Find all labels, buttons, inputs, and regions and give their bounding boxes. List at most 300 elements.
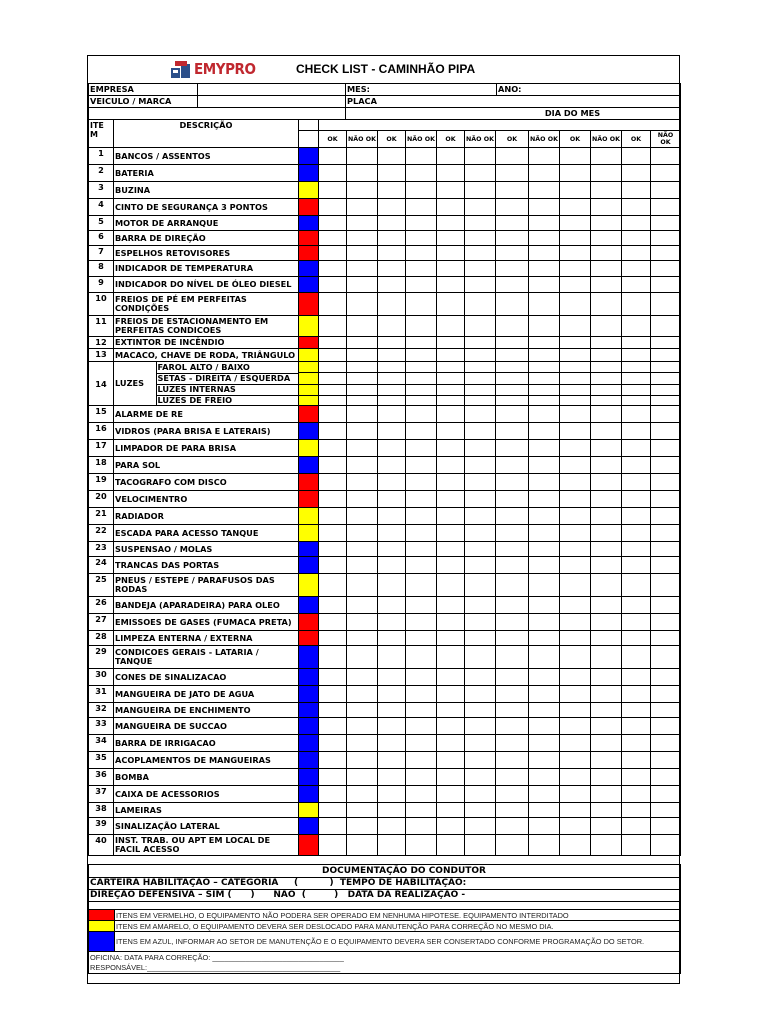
check-cell[interactable] (437, 246, 465, 261)
check-cell[interactable] (347, 542, 378, 557)
check-cell[interactable] (406, 406, 437, 423)
check-cell[interactable] (651, 542, 681, 557)
check-cell[interactable] (406, 525, 437, 542)
check-cell[interactable] (560, 293, 591, 316)
check-cell[interactable] (529, 293, 560, 316)
check-cell[interactable] (378, 440, 406, 457)
check-cell[interactable] (378, 646, 406, 669)
check-cell[interactable] (591, 182, 622, 199)
check-cell[interactable] (465, 440, 496, 457)
check-cell[interactable] (529, 261, 560, 277)
check-cell[interactable] (560, 508, 591, 525)
check-cell[interactable] (437, 406, 465, 423)
check-cell[interactable] (651, 231, 681, 246)
check-cell[interactable] (378, 818, 406, 835)
check-cell[interactable] (496, 395, 529, 405)
check-cell[interactable] (622, 395, 651, 405)
check-cell[interactable] (560, 752, 591, 769)
check-cell[interactable] (496, 525, 529, 542)
check-cell[interactable] (622, 752, 651, 769)
check-cell[interactable] (319, 293, 347, 316)
check-cell[interactable] (529, 718, 560, 735)
check-cell[interactable] (347, 293, 378, 316)
check-cell[interactable] (319, 362, 347, 373)
check-cell[interactable] (319, 614, 347, 631)
check-cell[interactable] (406, 597, 437, 614)
check-cell[interactable] (651, 216, 681, 231)
check-cell[interactable] (406, 614, 437, 631)
check-cell[interactable] (591, 669, 622, 686)
check-cell[interactable] (560, 440, 591, 457)
check-cell[interactable] (347, 614, 378, 631)
check-cell[interactable] (347, 406, 378, 423)
check-cell[interactable] (465, 316, 496, 337)
check-cell[interactable] (406, 669, 437, 686)
check-cell[interactable] (465, 216, 496, 231)
check-cell[interactable] (437, 686, 465, 703)
check-cell[interactable] (622, 597, 651, 614)
check-cell[interactable] (406, 557, 437, 574)
check-cell[interactable] (319, 261, 347, 277)
check-cell[interactable] (591, 718, 622, 735)
check-cell[interactable] (378, 718, 406, 735)
check-cell[interactable] (560, 786, 591, 803)
check-cell[interactable] (465, 182, 496, 199)
check-cell[interactable] (560, 182, 591, 199)
check-cell[interactable] (591, 261, 622, 277)
check-cell[interactable] (496, 246, 529, 261)
check-cell[interactable] (465, 718, 496, 735)
check-cell[interactable] (378, 686, 406, 703)
check-cell[interactable] (591, 557, 622, 574)
check-cell[interactable] (406, 574, 437, 597)
check-cell[interactable] (591, 395, 622, 405)
check-cell[interactable] (437, 718, 465, 735)
check-cell[interactable] (347, 735, 378, 752)
check-cell[interactable] (651, 349, 681, 362)
check-cell[interactable] (406, 835, 437, 856)
check-cell[interactable] (406, 293, 437, 316)
check-cell[interactable] (560, 373, 591, 384)
check-cell[interactable] (319, 818, 347, 835)
check-cell[interactable] (347, 337, 378, 349)
check-cell[interactable] (465, 373, 496, 384)
check-cell[interactable] (496, 557, 529, 574)
check-cell[interactable] (651, 474, 681, 491)
check-cell[interactable] (622, 349, 651, 362)
check-cell[interactable] (496, 631, 529, 646)
check-cell[interactable] (406, 261, 437, 277)
check-cell[interactable] (591, 803, 622, 818)
check-cell[interactable] (319, 165, 347, 182)
check-cell[interactable] (560, 474, 591, 491)
check-cell[interactable] (437, 508, 465, 525)
check-cell[interactable] (347, 384, 378, 395)
check-cell[interactable] (622, 406, 651, 423)
check-cell[interactable] (622, 614, 651, 631)
check-cell[interactable] (591, 818, 622, 835)
check-cell[interactable] (651, 752, 681, 769)
check-cell[interactable] (406, 735, 437, 752)
check-cell[interactable] (437, 395, 465, 405)
check-cell[interactable] (622, 165, 651, 182)
check-cell[interactable] (406, 769, 437, 786)
check-cell[interactable] (560, 337, 591, 349)
check-cell[interactable] (465, 614, 496, 631)
check-cell[interactable] (591, 597, 622, 614)
check-cell[interactable] (319, 337, 347, 349)
check-cell[interactable] (347, 835, 378, 856)
check-cell[interactable] (465, 457, 496, 474)
check-cell[interactable] (465, 703, 496, 718)
check-cell[interactable] (465, 423, 496, 440)
check-cell[interactable] (437, 525, 465, 542)
check-cell[interactable] (406, 165, 437, 182)
check-cell[interactable] (465, 246, 496, 261)
check-cell[interactable] (591, 165, 622, 182)
check-cell[interactable] (437, 597, 465, 614)
check-cell[interactable] (529, 769, 560, 786)
check-cell[interactable] (622, 835, 651, 856)
check-cell[interactable] (622, 557, 651, 574)
check-cell[interactable] (651, 384, 681, 395)
check-cell[interactable] (347, 786, 378, 803)
check-cell[interactable] (529, 395, 560, 405)
ano-field[interactable] (497, 84, 681, 96)
check-cell[interactable] (560, 631, 591, 646)
check-cell[interactable] (622, 735, 651, 752)
check-cell[interactable] (529, 349, 560, 362)
check-cell[interactable] (347, 718, 378, 735)
check-cell[interactable] (496, 148, 529, 165)
check-cell[interactable] (437, 631, 465, 646)
check-cell[interactable] (347, 148, 378, 165)
check-cell[interactable] (319, 148, 347, 165)
check-cell[interactable] (378, 384, 406, 395)
check-cell[interactable] (319, 423, 347, 440)
check-cell[interactable] (622, 362, 651, 373)
check-cell[interactable] (591, 508, 622, 525)
check-cell[interactable] (622, 373, 651, 384)
check-cell[interactable] (347, 349, 378, 362)
check-cell[interactable] (651, 182, 681, 199)
check-cell[interactable] (378, 362, 406, 373)
check-cell[interactable] (529, 384, 560, 395)
check-cell[interactable] (651, 508, 681, 525)
check-cell[interactable] (496, 384, 529, 395)
check-cell[interactable] (560, 769, 591, 786)
check-cell[interactable] (560, 406, 591, 423)
mes-field[interactable] (346, 84, 497, 96)
check-cell[interactable] (560, 686, 591, 703)
check-cell[interactable] (529, 818, 560, 835)
check-cell[interactable] (465, 646, 496, 669)
check-cell[interactable] (406, 423, 437, 440)
check-cell[interactable] (651, 423, 681, 440)
check-cell[interactable] (529, 199, 560, 216)
check-cell[interactable] (560, 803, 591, 818)
check-cell[interactable] (529, 362, 560, 373)
check-cell[interactable] (465, 597, 496, 614)
check-cell[interactable] (465, 406, 496, 423)
check-cell[interactable] (622, 803, 651, 818)
check-cell[interactable] (591, 349, 622, 362)
check-cell[interactable] (437, 574, 465, 597)
check-cell[interactable] (378, 597, 406, 614)
check-cell[interactable] (622, 316, 651, 337)
check-cell[interactable] (529, 631, 560, 646)
check-cell[interactable] (651, 703, 681, 718)
check-cell[interactable] (591, 199, 622, 216)
check-cell[interactable] (591, 525, 622, 542)
check-cell[interactable] (378, 803, 406, 818)
check-cell[interactable] (496, 491, 529, 508)
check-cell[interactable] (347, 557, 378, 574)
check-cell[interactable] (437, 349, 465, 362)
check-cell[interactable] (437, 316, 465, 337)
check-cell[interactable] (651, 337, 681, 349)
check-cell[interactable] (496, 182, 529, 199)
check-cell[interactable] (622, 457, 651, 474)
check-cell[interactable] (347, 362, 378, 373)
check-cell[interactable] (406, 457, 437, 474)
check-cell[interactable] (591, 542, 622, 557)
check-cell[interactable] (437, 337, 465, 349)
check-cell[interactable] (465, 277, 496, 293)
check-cell[interactable] (496, 337, 529, 349)
check-cell[interactable] (347, 597, 378, 614)
check-cell[interactable] (651, 525, 681, 542)
check-cell[interactable] (651, 646, 681, 669)
check-cell[interactable] (347, 525, 378, 542)
check-cell[interactable] (651, 165, 681, 182)
check-cell[interactable] (651, 735, 681, 752)
check-cell[interactable] (378, 395, 406, 405)
check-cell[interactable] (378, 457, 406, 474)
check-cell[interactable] (406, 491, 437, 508)
check-cell[interactable] (406, 752, 437, 769)
check-cell[interactable] (560, 835, 591, 856)
check-cell[interactable] (529, 646, 560, 669)
check-cell[interactable] (465, 786, 496, 803)
check-cell[interactable] (378, 631, 406, 646)
check-cell[interactable] (651, 769, 681, 786)
check-cell[interactable] (437, 293, 465, 316)
check-cell[interactable] (496, 474, 529, 491)
check-cell[interactable] (406, 786, 437, 803)
check-cell[interactable] (437, 769, 465, 786)
check-cell[interactable] (651, 557, 681, 574)
check-cell[interactable] (347, 423, 378, 440)
check-cell[interactable] (529, 373, 560, 384)
check-cell[interactable] (622, 293, 651, 316)
check-cell[interactable] (529, 165, 560, 182)
check-cell[interactable] (560, 199, 591, 216)
check-cell[interactable] (622, 199, 651, 216)
check-cell[interactable] (378, 148, 406, 165)
check-cell[interactable] (378, 525, 406, 542)
check-cell[interactable] (319, 525, 347, 542)
check-cell[interactable] (437, 384, 465, 395)
check-cell[interactable] (319, 752, 347, 769)
check-cell[interactable] (465, 557, 496, 574)
check-cell[interactable] (319, 597, 347, 614)
check-cell[interactable] (319, 686, 347, 703)
check-cell[interactable] (496, 835, 529, 856)
check-cell[interactable] (651, 246, 681, 261)
check-cell[interactable] (465, 362, 496, 373)
check-cell[interactable] (437, 182, 465, 199)
check-cell[interactable] (378, 349, 406, 362)
check-cell[interactable] (496, 718, 529, 735)
check-cell[interactable] (378, 769, 406, 786)
check-cell[interactable] (406, 686, 437, 703)
check-cell[interactable] (319, 406, 347, 423)
check-cell[interactable] (560, 491, 591, 508)
check-cell[interactable] (651, 669, 681, 686)
check-cell[interactable] (651, 362, 681, 373)
check-cell[interactable] (622, 337, 651, 349)
check-cell[interactable] (622, 669, 651, 686)
check-cell[interactable] (560, 597, 591, 614)
check-cell[interactable] (496, 752, 529, 769)
check-cell[interactable] (437, 614, 465, 631)
check-cell[interactable] (437, 148, 465, 165)
check-cell[interactable] (347, 165, 378, 182)
check-cell[interactable] (465, 148, 496, 165)
check-cell[interactable] (622, 686, 651, 703)
check-cell[interactable] (347, 277, 378, 293)
check-cell[interactable] (622, 786, 651, 803)
check-cell[interactable] (496, 165, 529, 182)
check-cell[interactable] (651, 686, 681, 703)
check-cell[interactable] (591, 631, 622, 646)
check-cell[interactable] (560, 261, 591, 277)
check-cell[interactable] (465, 686, 496, 703)
check-cell[interactable] (591, 703, 622, 718)
check-cell[interactable] (622, 182, 651, 199)
check-cell[interactable] (496, 574, 529, 597)
check-cell[interactable] (622, 703, 651, 718)
check-cell[interactable] (496, 786, 529, 803)
check-cell[interactable] (406, 718, 437, 735)
check-cell[interactable] (437, 362, 465, 373)
check-cell[interactable] (319, 769, 347, 786)
check-cell[interactable] (437, 199, 465, 216)
check-cell[interactable] (347, 199, 378, 216)
check-cell[interactable] (465, 231, 496, 246)
check-cell[interactable] (347, 457, 378, 474)
check-cell[interactable] (406, 337, 437, 349)
check-cell[interactable] (622, 525, 651, 542)
check-cell[interactable] (406, 373, 437, 384)
check-cell[interactable] (560, 669, 591, 686)
check-cell[interactable] (347, 373, 378, 384)
check-cell[interactable] (560, 574, 591, 597)
check-cell[interactable] (347, 440, 378, 457)
check-cell[interactable] (378, 337, 406, 349)
check-cell[interactable] (651, 316, 681, 337)
check-cell[interactable] (347, 261, 378, 277)
check-cell[interactable] (347, 574, 378, 597)
check-cell[interactable] (378, 557, 406, 574)
check-cell[interactable] (529, 542, 560, 557)
check-cell[interactable] (622, 261, 651, 277)
check-cell[interactable] (560, 362, 591, 373)
check-cell[interactable] (529, 835, 560, 856)
check-cell[interactable] (465, 752, 496, 769)
check-cell[interactable] (347, 752, 378, 769)
check-cell[interactable] (622, 231, 651, 246)
check-cell[interactable] (347, 631, 378, 646)
check-cell[interactable] (496, 597, 529, 614)
check-cell[interactable] (529, 786, 560, 803)
check-cell[interactable] (347, 669, 378, 686)
check-cell[interactable] (529, 474, 560, 491)
check-cell[interactable] (496, 261, 529, 277)
check-cell[interactable] (465, 474, 496, 491)
check-cell[interactable] (406, 362, 437, 373)
check-cell[interactable] (651, 395, 681, 405)
check-cell[interactable] (651, 718, 681, 735)
check-cell[interactable] (406, 246, 437, 261)
check-cell[interactable] (591, 835, 622, 856)
empresa-field[interactable] (198, 84, 346, 96)
check-cell[interactable] (347, 182, 378, 199)
check-cell[interactable] (560, 384, 591, 395)
check-cell[interactable] (529, 686, 560, 703)
check-cell[interactable] (406, 216, 437, 231)
check-cell[interactable] (591, 457, 622, 474)
check-cell[interactable] (465, 735, 496, 752)
check-cell[interactable] (591, 373, 622, 384)
check-cell[interactable] (437, 786, 465, 803)
check-cell[interactable] (406, 199, 437, 216)
check-cell[interactable] (347, 686, 378, 703)
check-cell[interactable] (496, 803, 529, 818)
check-cell[interactable] (529, 557, 560, 574)
check-cell[interactable] (437, 557, 465, 574)
check-cell[interactable] (437, 474, 465, 491)
check-cell[interactable] (496, 423, 529, 440)
check-cell[interactable] (622, 423, 651, 440)
check-cell[interactable] (622, 718, 651, 735)
check-cell[interactable] (651, 148, 681, 165)
check-cell[interactable] (622, 508, 651, 525)
check-cell[interactable] (406, 646, 437, 669)
check-cell[interactable] (496, 440, 529, 457)
check-cell[interactable] (406, 474, 437, 491)
check-cell[interactable] (319, 718, 347, 735)
check-cell[interactable] (591, 293, 622, 316)
check-cell[interactable] (406, 349, 437, 362)
check-cell[interactable] (496, 646, 529, 669)
check-cell[interactable] (347, 216, 378, 231)
check-cell[interactable] (560, 525, 591, 542)
check-cell[interactable] (496, 614, 529, 631)
check-cell[interactable] (622, 574, 651, 597)
check-cell[interactable] (406, 316, 437, 337)
check-cell[interactable] (529, 440, 560, 457)
check-cell[interactable] (378, 231, 406, 246)
check-cell[interactable] (465, 574, 496, 597)
check-cell[interactable] (560, 614, 591, 631)
check-cell[interactable] (651, 406, 681, 423)
check-cell[interactable] (406, 703, 437, 718)
check-cell[interactable] (347, 508, 378, 525)
check-cell[interactable] (560, 231, 591, 246)
check-cell[interactable] (560, 349, 591, 362)
